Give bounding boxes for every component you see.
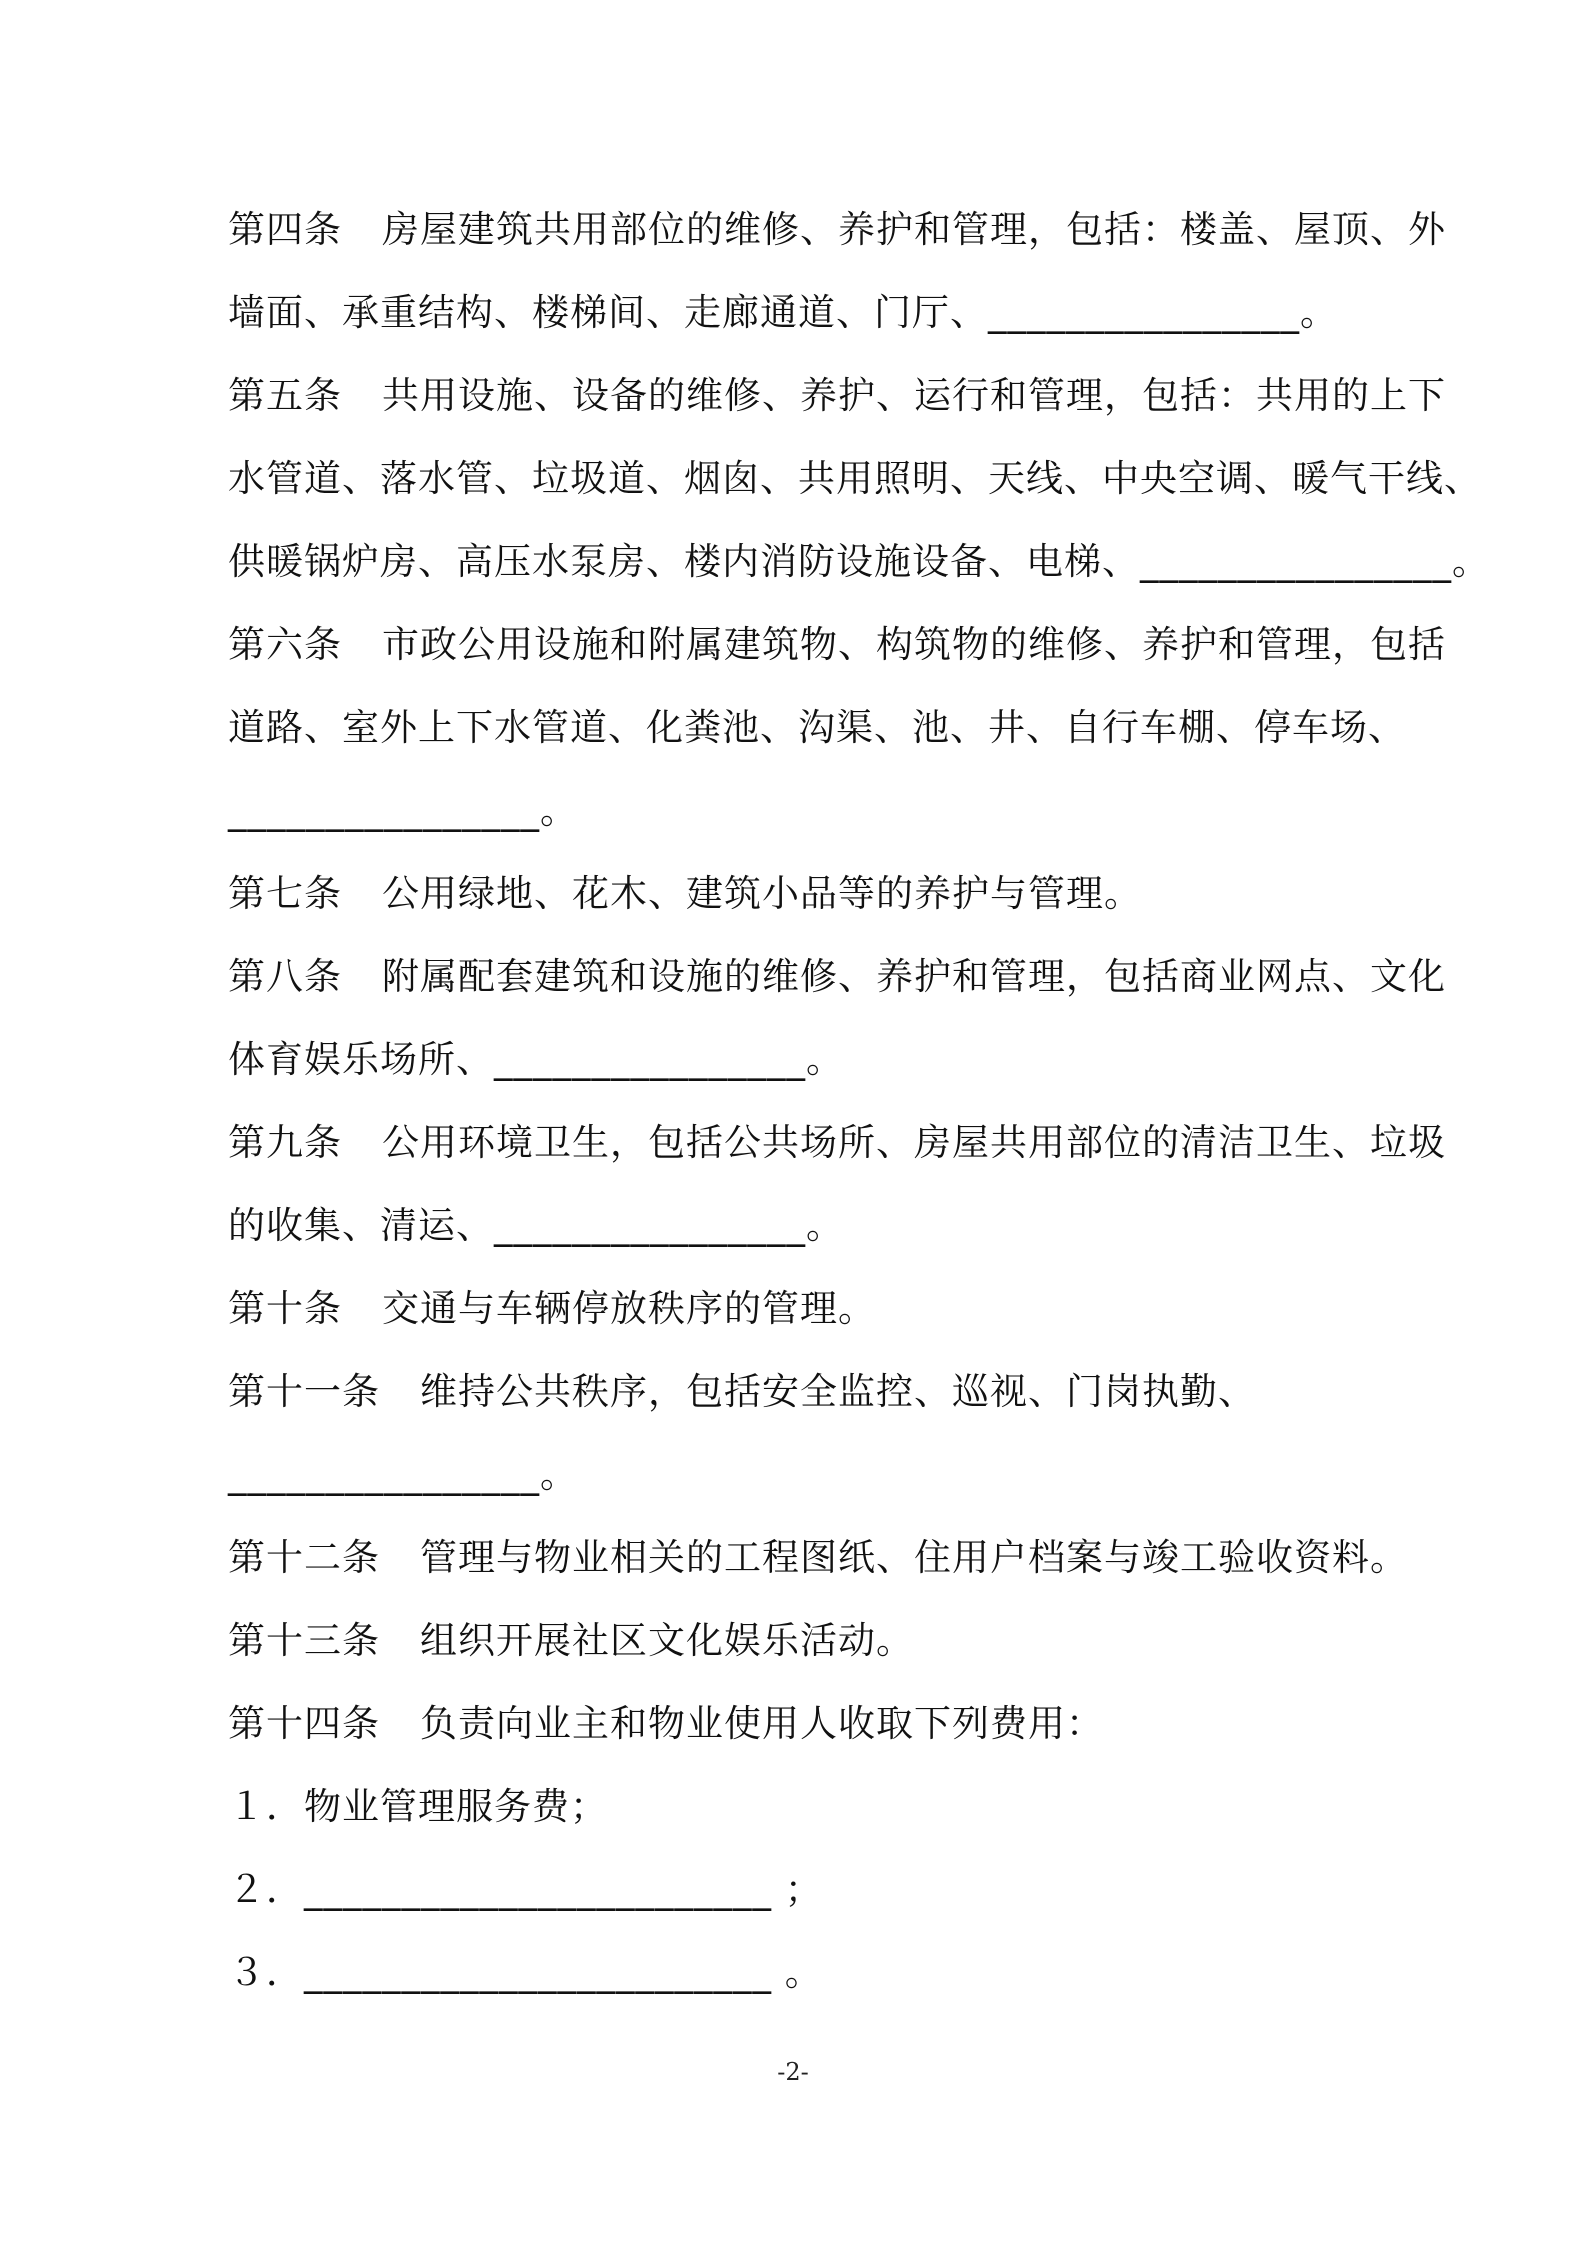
clause-heading: 第六条 xyxy=(228,623,342,666)
clause-line xyxy=(228,935,1446,1018)
clause-line xyxy=(228,1184,1428,1267)
clause-line xyxy=(228,1101,1446,1184)
clause-line xyxy=(228,1267,1428,1350)
fee-item xyxy=(228,1765,1428,1848)
clause-heading: 第五条 xyxy=(228,374,342,417)
clause-heading: 第十四条 xyxy=(228,1702,380,1745)
clause-heading: 第十一条 xyxy=(228,1370,380,1413)
clause-text: 组织开展社区文化娱乐活动。 xyxy=(420,1619,914,1662)
clause-line xyxy=(228,188,1446,271)
clause-line xyxy=(228,769,1428,852)
document-body xyxy=(228,188,1490,2014)
page-number: -2- xyxy=(777,2058,809,2086)
clause-text: ２．________________________ ； xyxy=(228,1868,823,1911)
clause-text: 管理与物业相关的工程图纸、住用户档案与竣工验收资料。 xyxy=(420,1536,1408,1579)
clause-heading: 第七条 xyxy=(228,872,342,915)
clause-text: 水管道、落水管、垃圾道、烟囱、共用照明、天线、中央空调、暖气干线、 xyxy=(228,457,1482,500)
clause-text: 体育娱乐场所、________________。 xyxy=(228,1038,844,1081)
clause-heading: 第四条 xyxy=(228,208,342,251)
clause-text: 墙面、承重结构、楼梯间、走廊通道、门厅、________________。 xyxy=(228,291,1338,334)
clause-line xyxy=(228,271,1428,354)
clause-heading: 第九条 xyxy=(228,1121,342,1164)
clause-heading: 第十二条 xyxy=(228,1536,380,1579)
clause-text: 交通与车辆停放秩序的管理。 xyxy=(382,1287,876,1330)
clause-heading: 第十条 xyxy=(228,1287,342,1330)
clause-text: 供暖锅炉房、高压水泵房、楼内消防设施设备、电梯、________________。 xyxy=(228,540,1490,583)
clause-text: 公用绿地、花木、建筑小品等的养护与管理。 xyxy=(382,872,1142,915)
clause-heading: 第十三条 xyxy=(228,1619,380,1662)
clause-line xyxy=(228,1018,1428,1101)
clause-line xyxy=(228,1682,1428,1765)
clause-text: 的收集、清运、________________。 xyxy=(228,1204,844,1247)
clause-text: １．物业管理服务费； xyxy=(228,1785,608,1828)
clause-line xyxy=(228,686,1428,769)
clause-text: 公用环境卫生，包括公共场所、房屋共用部位的清洁卫生、垃圾 xyxy=(382,1121,1446,1164)
clause-line xyxy=(228,1516,1428,1599)
clause-text: 道路、室外上下水管道、化粪池、沟渠、池、井、自行车棚、停车场、 xyxy=(228,706,1406,749)
clause-text: 附属配套建筑和设施的维修、养护和管理，包括商业网点、文化 xyxy=(382,955,1446,998)
clause-line xyxy=(228,1599,1428,1682)
clause-line xyxy=(228,603,1446,686)
clause-text: ________________。 xyxy=(228,789,578,832)
clause-line xyxy=(228,437,1482,520)
clause-line xyxy=(228,1433,1428,1516)
clause-text: 房屋建筑共用部位的维修、养护和管理，包括：楼盖、屋顶、外 xyxy=(382,208,1446,251)
clause-text: 共用设施、设备的维修、养护、运行和管理，包括：共用的上下 xyxy=(382,374,1446,417)
clause-text: ________________。 xyxy=(228,1453,578,1496)
clause-line xyxy=(228,354,1446,437)
clause-text: 负责向业主和物业使用人收取下列费用： xyxy=(420,1702,1104,1745)
fee-item xyxy=(228,1848,1428,1931)
clause-heading: 第八条 xyxy=(228,955,342,998)
fee-item xyxy=(228,1931,1428,2014)
clause-text: 市政公用设施和附属建筑物、构筑物的维修、养护和管理，包括 xyxy=(382,623,1446,666)
clause-line xyxy=(228,520,1490,603)
clause-line xyxy=(228,852,1428,935)
clause-text: 维持公共秩序，包括安全监控、巡视、门岗执勤、 xyxy=(420,1370,1256,1413)
clause-line xyxy=(228,1350,1428,1433)
clause-text: ３．________________________ 。 xyxy=(228,1951,823,1994)
